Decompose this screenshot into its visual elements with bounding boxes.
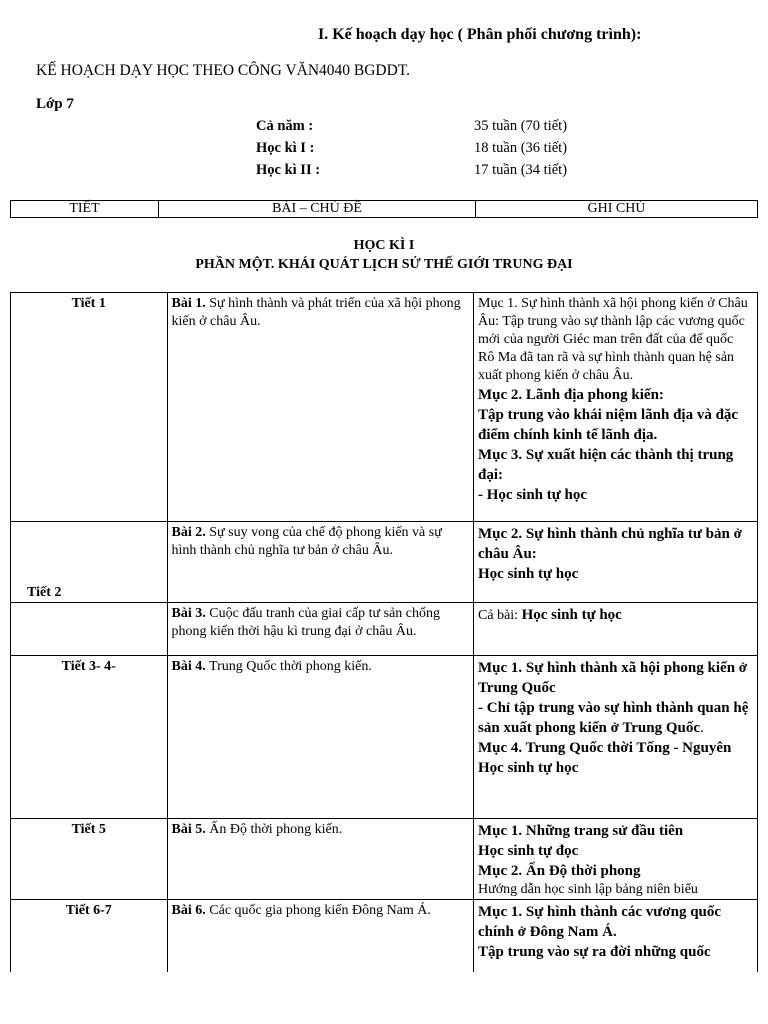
lesson-cell [167, 522, 473, 603]
lesson-text: Các quốc gia phong kiến Đông Nam Á. [205, 903, 431, 918]
column-header-ghichu: GHI CHÚ [476, 201, 758, 218]
lesson-label: Bài 6. [171, 903, 206, 918]
lesson-text: Trung Quốc thời phong kiến. [205, 659, 372, 674]
note-text: Mục 1. Sự hình thành xã hội phong kiến ở Châu Âu: Tập trung vào sự thành lập các vương quốc mới của người Giéc man trên đất của đế quốc Rô Ma đã tan rã và sự hình thành quan hệ sản xuất phong kiến ở châu Âu. [478, 296, 748, 383]
tiet-cell [11, 603, 168, 656]
part-title: PHẦN MỘT. KHÁI QUÁT LỊCH SỬ THẾ GIỚI TRUNG ĐẠI [195, 257, 573, 272]
note-text: Mục 2. Sự hình thành chủ nghĩa tư bản ở châu Âu: [478, 526, 742, 562]
summary-value-term1: 18 tuần (36 tiết) [474, 140, 568, 156]
grade-label: Lớp 7 [36, 96, 74, 112]
note-text: Mục 1. Sự hình thành các vương quốc chính ở Đông Nam Á. [478, 904, 722, 940]
note-text: Tập trung vào khái niệm lãnh địa và đặc điểm chính kinh tế lãnh địa. [478, 407, 739, 443]
note-text: Học sinh tự đọc [478, 843, 579, 859]
lesson-text: Ấn Độ thời phong kiến. [205, 822, 343, 837]
lesson-label: Bài 4. [171, 659, 206, 674]
note-text: Mục 4. Trung Quốc thời Tống - Nguyên [478, 740, 732, 756]
column-header-bai: BÀI – CHỦ ĐỀ [159, 201, 476, 218]
note-cell [474, 819, 758, 900]
lesson-text: Sự suy vong của chế độ phong kiến và sự hình thành chủ nghĩa tư bản ở châu Âu. [171, 525, 442, 558]
note-text: Mục 2. Lãnh địa phong kiến: [478, 387, 664, 403]
note-text: . [700, 720, 704, 736]
lesson-cell [167, 293, 473, 522]
note-text: Mục 3. Sự xuất hiện các thành thị trung đại: [478, 447, 734, 483]
plan-title: KẾ HOẠCH DẠY HỌC THEO CÔNG VĂN4040 BGDDT. [36, 62, 411, 79]
lesson-label: Bài 5. [171, 822, 206, 837]
lesson-cell [167, 819, 473, 900]
lesson-table [10, 292, 758, 972]
lesson-text: Sự hình thành và phát triển của xã hội phong kiến ở châu Âu. [171, 296, 461, 329]
table-row [11, 900, 758, 973]
note-text: Cả bài: [478, 608, 522, 623]
note-text: Mục 1. Sự hình thành xã hội phong kiến ở Trung Quốc [478, 660, 748, 696]
note-text: Học sinh tự học [478, 566, 579, 582]
tiet-cell: Tiết 3- 4- [61, 659, 116, 674]
lesson-label: Bài 2. [171, 525, 206, 540]
summary-label-year: Cả năm : [256, 118, 314, 134]
tiet-cell: Tiết 1 [71, 296, 106, 311]
note-cell [474, 522, 758, 603]
note-text: Tập trung vào sự ra đời những quốc [478, 944, 711, 960]
note-text: Mục 1. Những trang sử đầu tiên [478, 823, 684, 839]
lesson-text: Cuộc đấu tranh của giai cấp tư sản chống phong kiến thời hậu kì trung đại ở châu Âu. [171, 606, 440, 639]
summary-label-term1: Học kì I : [256, 140, 315, 156]
table-row [11, 522, 758, 603]
section-heading: I. Kế hoạch dạy học ( Phân phối chương trình): [318, 26, 642, 43]
column-header-table [10, 200, 758, 218]
table-row [11, 819, 758, 900]
tiet-cell: Tiết 5 [71, 822, 106, 837]
table-row [11, 656, 758, 819]
table-row [11, 293, 758, 522]
note-text: - Chỉ tập trung vào sự hình thành quan hệ sản xuất phong kiến ở Trung Quốc [478, 700, 749, 736]
note-cell [474, 293, 758, 522]
term-title: HỌC KÌ I [353, 238, 415, 253]
table-row [11, 603, 758, 656]
lesson-cell [167, 900, 473, 973]
note-cell [474, 656, 758, 819]
lesson-label: Bài 3. [171, 606, 206, 621]
lesson-label: Bài 1. [171, 296, 206, 311]
lesson-cell [167, 656, 473, 819]
note-text: Học sinh tự học [521, 607, 622, 623]
note-cell [474, 900, 758, 973]
note-text: - Học sinh tự học [478, 487, 588, 503]
tiet-cell: Tiết 6-7 [65, 903, 112, 918]
summary-value-term2: 17 tuần (34 tiết) [474, 162, 568, 178]
note-text: Học sinh tự học [478, 760, 579, 776]
summary-value-year: 35 tuần (70 tiết) [474, 118, 568, 134]
note-text: Mục 2. Ấn Độ thời phong [478, 863, 641, 879]
tiet-cell: Tiết 2 [11, 522, 168, 603]
note-cell [474, 603, 758, 656]
note-text: Hướng dẫn học sinh lập bảng niên biểu [478, 882, 698, 897]
summary-label-term2: Học kì II : [256, 162, 321, 178]
column-header-tiet: TIẾT [11, 201, 159, 218]
lesson-cell [167, 603, 473, 656]
